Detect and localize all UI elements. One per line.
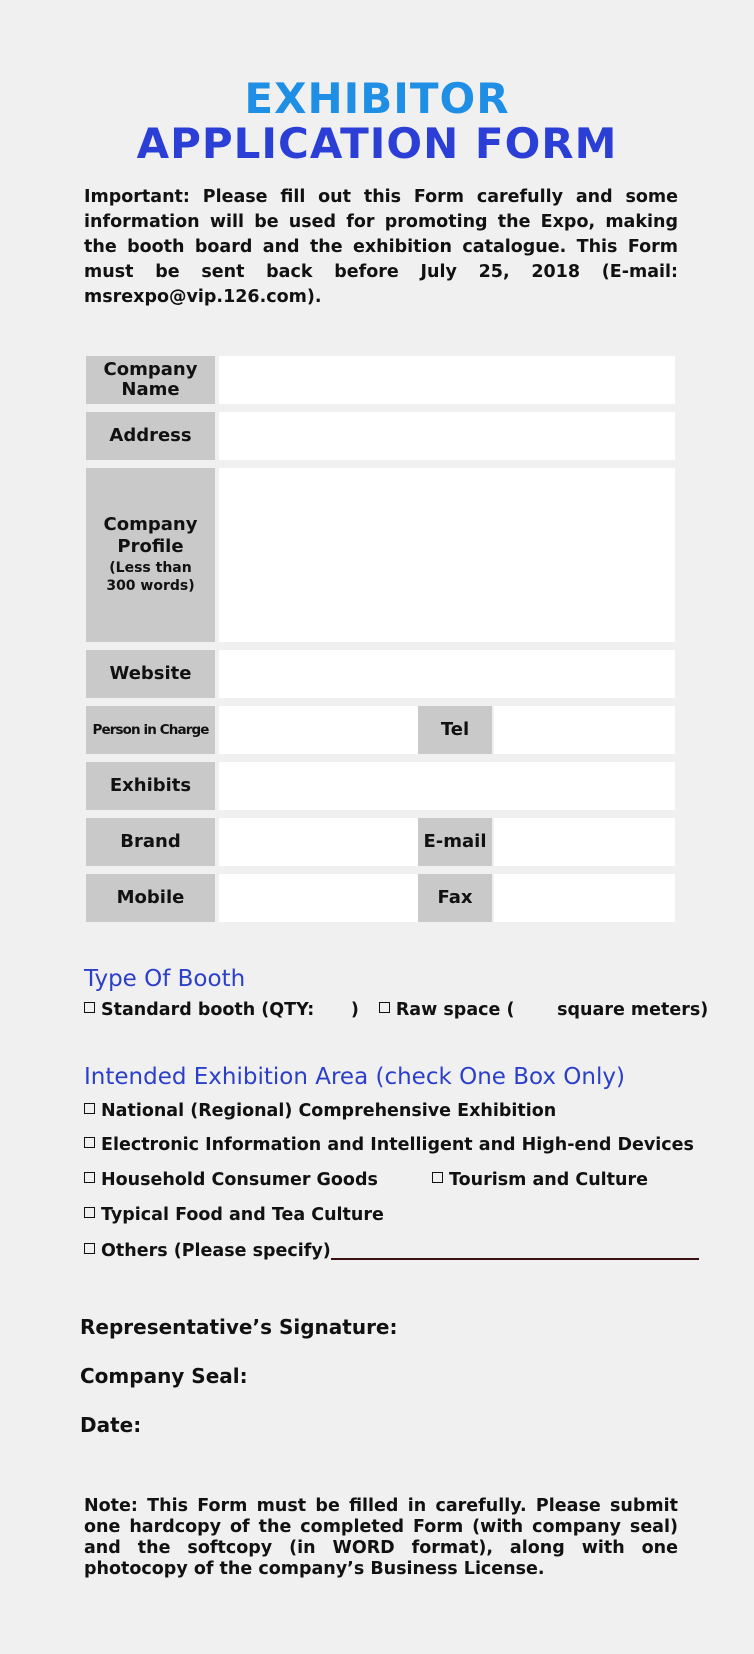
fax-label: Fax (418, 874, 492, 922)
exhibits-field[interactable] (219, 762, 675, 810)
checkbox-icon[interactable] (84, 1002, 95, 1013)
fax-field[interactable] (494, 874, 675, 922)
checkbox-icon[interactable] (84, 1137, 95, 1148)
email-field[interactable] (494, 818, 675, 866)
checkbox-icon[interactable] (84, 1207, 95, 1218)
info-table (86, 356, 675, 924)
note-paragraph: Note: This Form must be filled in carefully. Please submit one hardcopy of the completed Form (with company seal) and the softcopy (in WORD format), along with one photocopy of the company’s Business License. (84, 1496, 678, 1579)
company-seal-label: Company Seal: (80, 1364, 248, 1388)
company-name-field[interactable] (219, 356, 675, 404)
standard-booth-option[interactable]: Standard booth (QTY: ) (84, 1000, 359, 1020)
booth-type-heading: Type Of Booth (84, 966, 246, 992)
area-option-tourism[interactable]: Tourism and Culture (432, 1170, 648, 1190)
company-profile-label: Company Profile (Less than 300 words) (86, 468, 215, 642)
address-field[interactable] (219, 412, 675, 460)
intro-paragraph: Important: Please fill out this Form carefully and some information will be used for promoting the Expo, making the booth board and the exhibition catalogue. This Form must be sent back before July 25, 2018 (E-mail: msrexpo@vip.126.com). (84, 187, 678, 307)
area-option-household[interactable]: Household Consumer Goods (84, 1170, 378, 1190)
tel-field[interactable] (494, 706, 675, 754)
raw-space-option[interactable]: Raw space ( square meters) (379, 1000, 708, 1020)
checkbox-icon[interactable] (432, 1172, 443, 1183)
area-option-electronic[interactable]: Electronic Information and Intelligent and High-end Devices (84, 1135, 694, 1155)
form-title-line1: EXHIBITOR (244, 74, 510, 123)
area-option-others[interactable]: Others (Please specify) (84, 1240, 699, 1261)
area-option-national[interactable]: National (Regional) Comprehensive Exhibition (84, 1101, 556, 1121)
exhibition-area-heading: Intended Exhibition Area (check One Box Only) (84, 1064, 625, 1090)
checkbox-icon[interactable] (379, 1002, 390, 1013)
representative-signature-label: Representative’s Signature: (80, 1315, 398, 1339)
brand-label: Brand (86, 818, 215, 866)
company-profile-field[interactable] (219, 468, 675, 642)
exhibits-label: Exhibits (86, 762, 215, 810)
address-label: Address (86, 412, 215, 460)
date-label: Date: (80, 1413, 142, 1437)
brand-field[interactable] (219, 818, 418, 866)
company-name-label: Company Name (86, 356, 215, 404)
website-field[interactable] (219, 650, 675, 698)
others-specify-line[interactable] (331, 1240, 699, 1260)
booth-type-options (84, 1000, 708, 1020)
checkbox-icon[interactable] (84, 1243, 95, 1254)
person-in-charge-field[interactable] (219, 706, 418, 754)
mobile-label: Mobile (86, 874, 215, 922)
website-label: Website (86, 650, 215, 698)
checkbox-icon[interactable] (84, 1103, 95, 1114)
form-title-line2: APPLICATION FORM (136, 119, 618, 168)
tel-label: Tel (418, 706, 492, 754)
email-label: E-mail (418, 818, 492, 866)
area-option-food-tea[interactable]: Typical Food and Tea Culture (84, 1205, 384, 1225)
checkbox-icon[interactable] (84, 1172, 95, 1183)
mobile-field[interactable] (219, 874, 418, 922)
person-in-charge-label: Person in Charge (86, 706, 215, 754)
